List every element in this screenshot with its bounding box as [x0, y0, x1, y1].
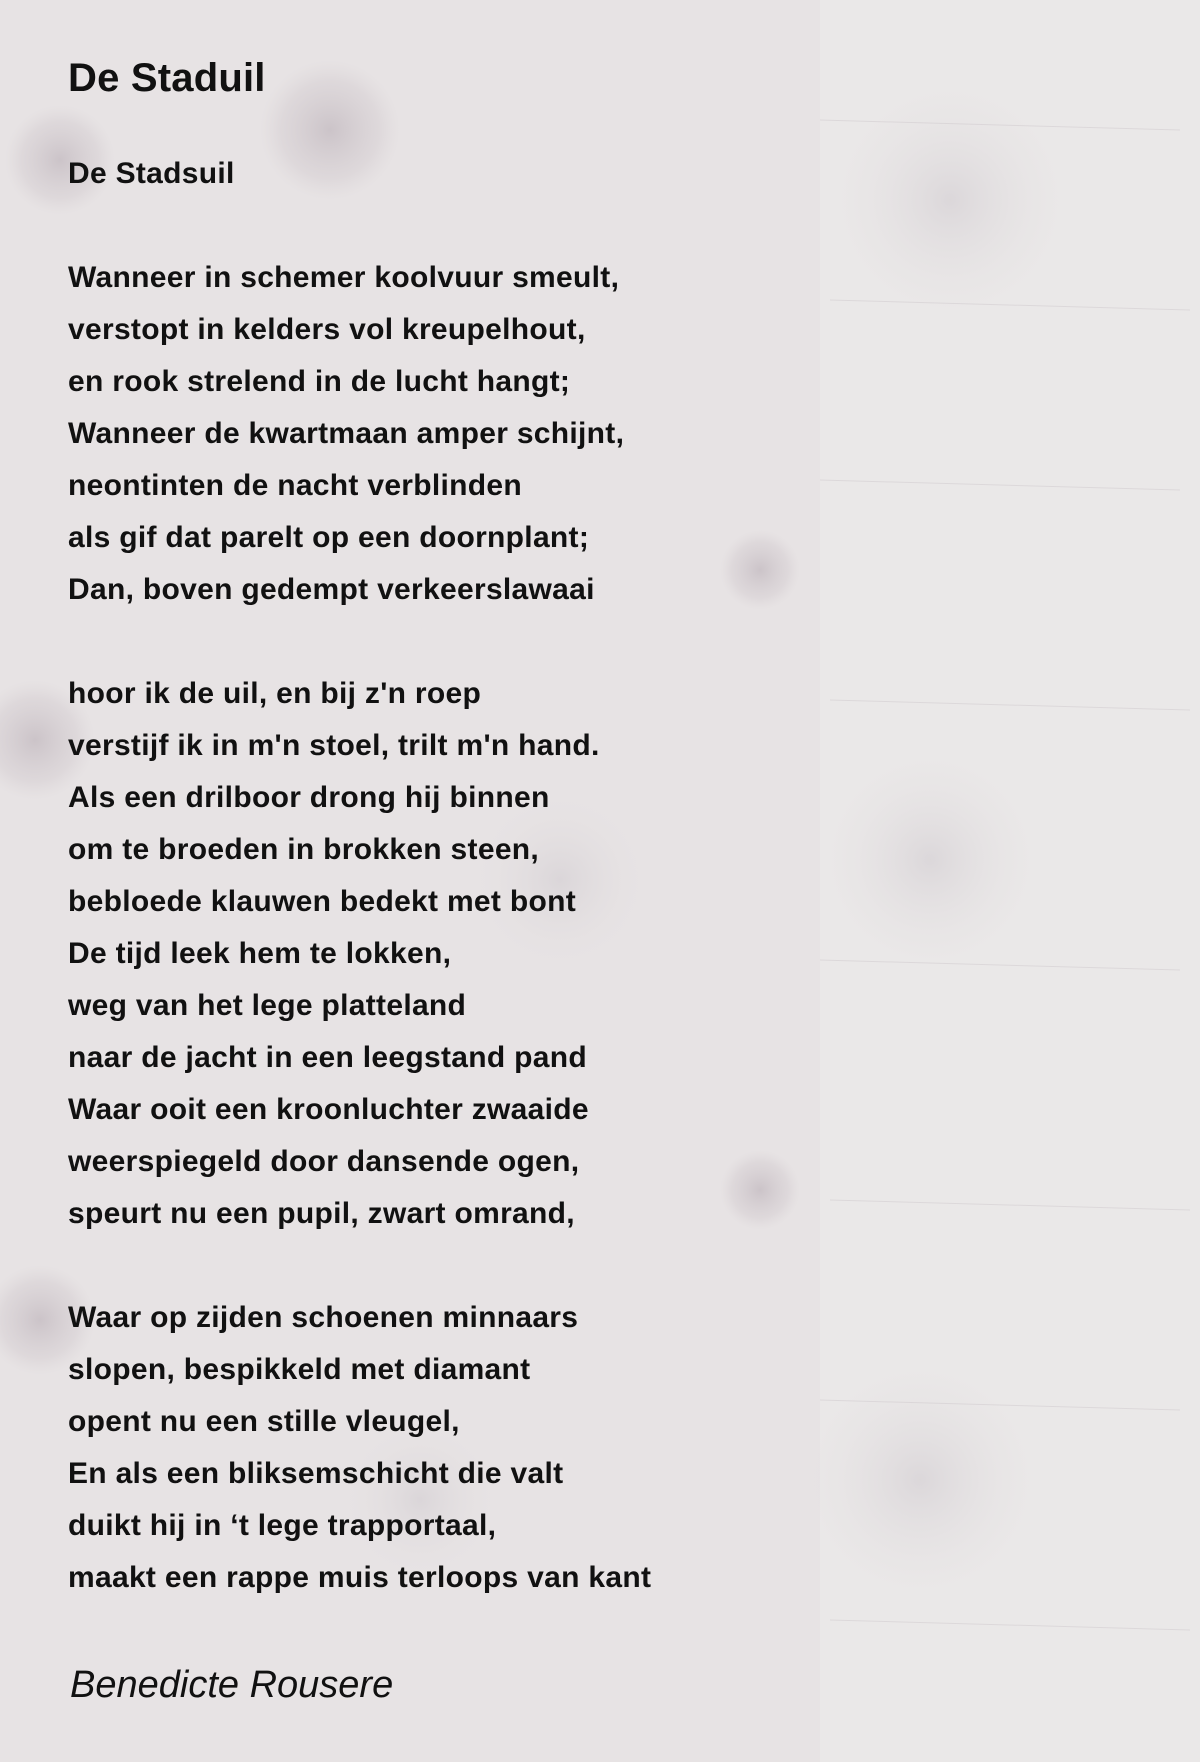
poem-line: Waar op zijden schoenen minnaars [68, 1301, 579, 1334]
stanza-break [68, 200, 1128, 252]
poem-line: verstopt in kelders vol kreupelhout, [68, 313, 586, 346]
stanza-1 [68, 252, 1128, 616]
stanza-3 [68, 1292, 1128, 1604]
poem-line: speurt nu een pupil, zwart omrand, [68, 1197, 575, 1230]
poem-line: weerspiegeld door dansende ogen, [68, 1145, 580, 1178]
poem-line: weg van het lege platteland [68, 989, 467, 1022]
poem-line: om te broeden in brokken steen, [68, 833, 540, 866]
poem-line: bebloede klauwen bedekt met bont [68, 885, 577, 918]
poem-line: neontinten de nacht verblinden [68, 469, 523, 502]
poem-line: naar de jacht in een leegstand pand [68, 1041, 587, 1074]
poem-line: Dan, boven gedempt verkeerslawaai [68, 573, 595, 606]
poem-author: Benedicte Rousere [70, 1664, 394, 1706]
poem-content [68, 50, 1128, 1604]
poem-subtitle: De Stadsuil [68, 157, 235, 190]
poem-line: Als een drilboor drong hij binnen [68, 781, 550, 814]
poem-line: En als een bliksemschicht die valt [68, 1457, 564, 1490]
poem-line: duikt hij in ‘t lege trapportaal, [68, 1509, 497, 1542]
poem-line: hoor ik de uil, en bij z'n roep [68, 677, 482, 710]
poem-line: en rook strelend in de lucht hangt; [68, 365, 571, 398]
poem-line: verstijf ik in m'n stoel, trilt m'n hand. [68, 729, 600, 762]
poem-line: als gif dat parelt op een doornplant; [68, 521, 590, 554]
poem-line: De tijd leek hem te lokken, [68, 937, 452, 970]
poem-line: maakt een rappe muis terloops van kant [68, 1561, 652, 1594]
poem-line: Waar ooit een kroonluchter zwaaide [68, 1093, 589, 1126]
poem-line: opent nu een stille vleugel, [68, 1405, 460, 1438]
poem-title: De Staduil [68, 56, 266, 100]
poem-line: Wanneer de kwartmaan amper schijnt, [68, 417, 625, 450]
poem-line: slopen, bespikkeld met diamant [68, 1353, 531, 1386]
poem-line: Wanneer in schemer koolvuur smeult, [68, 261, 620, 294]
poem-body [68, 148, 1128, 1604]
stanza-break [68, 616, 1128, 668]
stanza-2 [68, 668, 1128, 1240]
stanza-break [68, 1240, 1128, 1292]
